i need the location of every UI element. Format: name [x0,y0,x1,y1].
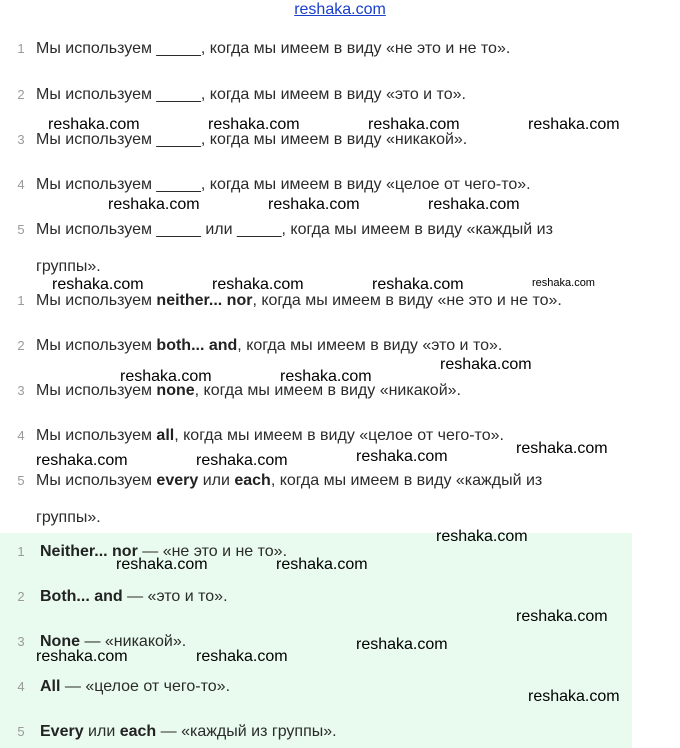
watermark: reshaka.com [356,448,448,465]
watermark: reshaka.com [368,116,460,133]
watermark: reshaka.com [196,648,288,665]
watermark: reshaka.com [116,556,208,573]
rule-text: Мы используем all, когда мы имеем в виду «целое от чего-то». [36,427,504,444]
task-text: Мы используем _____, когда мы имеем в виду «это и то». [36,86,466,103]
watermark: reshaka.com [268,196,360,213]
line-number: 2 [17,87,25,102]
watermark: reshaka.com [120,368,212,385]
rule-text: Мы используем both... and, когда мы имеем в виду «это и то». [36,337,503,354]
line-number: 4 [17,679,25,694]
watermark: reshaka.com [196,452,288,469]
watermark: reshaka.com [108,196,200,213]
line-number: 2 [17,338,25,353]
task-text-cont: группы». [36,258,101,275]
rule-text: Мы используем none, когда мы имеем в виду «никакой». [36,382,461,399]
answer-text: Both... and — «это и то». [40,588,228,605]
line-number: 4 [17,428,25,443]
rule-text: Мы используем every или each, когда мы имеем в виду «каждый из [36,472,543,489]
answer-text: All — «целое от чего-то». [40,678,231,695]
line-number: 1 [17,293,25,308]
task-text: Мы используем _____, когда мы имеем в виду «не это и не то». [36,40,511,57]
watermark: reshaka.com [516,440,608,457]
answer-text: Neither... nor — «не это и не то». [40,543,288,560]
watermark: reshaka.com [372,276,464,293]
watermark: reshaka.com [528,116,620,133]
line-number: 5 [17,222,25,237]
answer-text: None — «никакой». [40,633,187,650]
watermark: reshaka.com [532,277,595,289]
watermark: reshaka.com [48,116,140,133]
rule-text-cont: группы». [36,509,101,526]
watermark: reshaka.com [428,196,520,213]
watermark: reshaka.com [528,688,620,705]
line-number: 3 [17,383,25,398]
watermark: reshaka.com [208,116,300,133]
watermark: reshaka.com [436,528,528,545]
line-number: 5 [17,473,25,488]
task-text: Мы используем _____, когда мы имеем в виду «никакой». [36,131,468,148]
line-number: 1 [17,41,25,56]
rule-text: Мы используем neither... nor, когда мы имеем в виду «не это и не то». [36,292,562,309]
watermark: reshaka.com [52,276,144,293]
watermark: reshaka.com [440,356,532,373]
watermark: reshaka.com [36,452,128,469]
task-text: Мы используем _____, когда мы имеем в виду «целое от чего-то». [36,176,531,193]
line-number: 1 [17,544,25,559]
watermark: reshaka.com [36,648,128,665]
watermark: reshaka.com [276,556,368,573]
line-number: 2 [17,589,25,604]
line-number: 3 [17,634,25,649]
line-number: 3 [17,132,25,147]
line-number: 5 [17,724,25,739]
site-header-link[interactable]: reshaka.com [294,1,386,18]
line-number: 4 [17,177,25,192]
answer-text: Every или each — «каждый из группы». [40,723,337,740]
watermark: reshaka.com [356,636,448,653]
task-text: Мы используем _____ или _____, когда мы имеем в виду «каждый из [36,221,553,238]
watermark: reshaka.com [516,608,608,625]
watermark: reshaka.com [280,368,372,385]
watermark: reshaka.com [212,276,304,293]
